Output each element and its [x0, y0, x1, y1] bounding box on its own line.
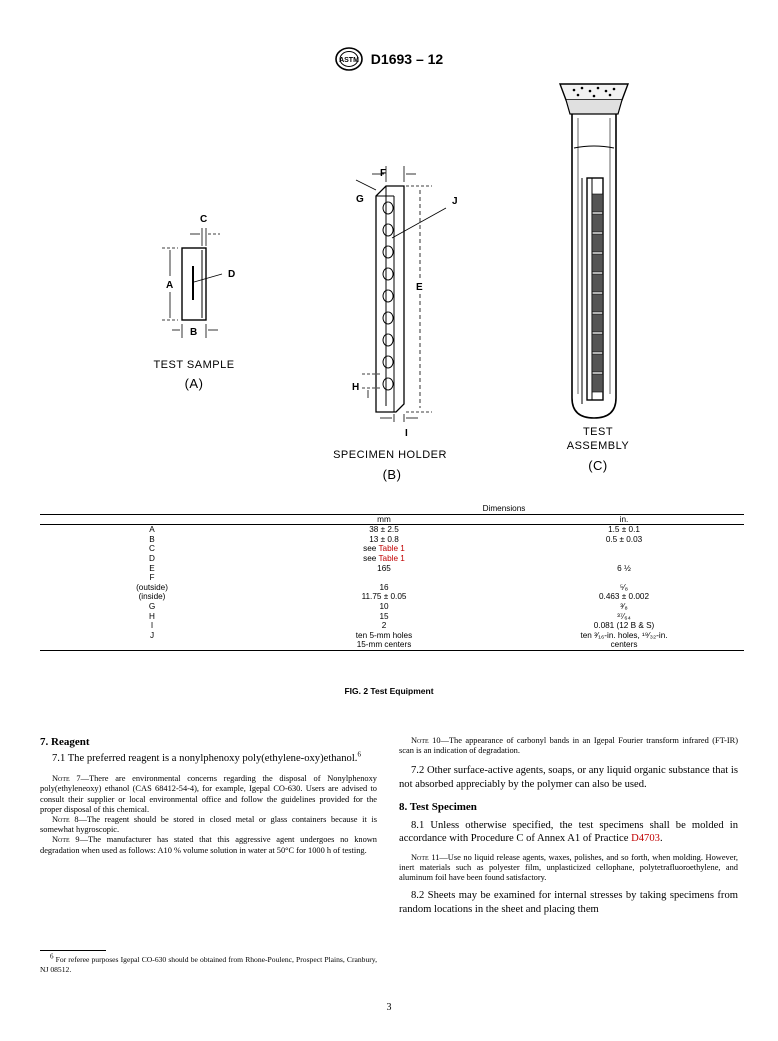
label-f: F — [380, 168, 387, 179]
note-7: Note 7—There are environmental concerns regarding the disposal of Nonylphenoxy poly(ethyleneoxy) ethanol (CAS 68412-54-4), for example, Igepal CO-630. Users are advised to consult their supplier or local environmental office and follow the guidelines provided for the proper disposal of this chemical. — [40, 774, 377, 814]
paragraph-8-2: 8.2 Sheets may be examined for internal stresses by taking specimens from random locations in the sheet and placing them — [399, 890, 738, 915]
table-row: J ten 5-mm holes ten ³⁄₁₆-in. holes, ¹⁹⁄₃₂-in. — [149, 630, 668, 640]
astm-logo — [335, 47, 363, 71]
table-1-link[interactable]: Table 1 — [378, 553, 405, 563]
right-column — [399, 736, 738, 916]
specimen-holder-drawing — [356, 166, 446, 422]
figure-2 — [0, 78, 778, 498]
label-i: I — [405, 428, 408, 439]
test-assembly-title-2: ASSEMBLY — [566, 440, 630, 452]
table-row: (outside) 16 ⁵⁄₈ — [136, 582, 629, 592]
panel-c-tag: (C) — [588, 458, 608, 473]
note-9: Note 9—The manufacturer has stated that this aggressive agent undergoes no known degradation when used as follows: A10 % volume solution in water at 50°C for 1000 h of testing. — [40, 835, 377, 855]
d4703-link[interactable]: D4703 — [631, 832, 660, 844]
label-c: C — [200, 214, 208, 225]
panel-b-tag: (B) — [382, 467, 402, 482]
table-header-row — [40, 514, 744, 525]
test-assembly-title-1: TEST — [582, 426, 614, 438]
left-column — [40, 736, 377, 856]
table-title: Dimensions — [482, 504, 526, 513]
label-g: G — [356, 194, 364, 205]
panel-a-tag: (A) — [184, 376, 204, 391]
dimensions-table — [40, 504, 744, 651]
table-row: A 38 ± 2.5 1.5 ± 0.1 — [40, 525, 744, 535]
label-b: B — [190, 327, 198, 338]
document-id: D1693 – 12 — [370, 51, 444, 67]
test-sample-title: TEST SAMPLE — [153, 359, 235, 371]
table-row: I 2 0.081 (12 B & S) — [150, 621, 655, 631]
table-row: E 165 6 ½ — [149, 563, 631, 573]
note-8: Note 8—The reagent should be stored in closed metal or glass containers because it is somewhat hygroscopic. — [40, 815, 377, 835]
section-8-title: 8. Test Specimen — [399, 800, 477, 813]
section-7-title: 7. Reagent — [40, 736, 90, 748]
table-row: F — [149, 573, 155, 583]
label-j: J — [452, 196, 458, 207]
page-number: 3 — [386, 1002, 392, 1013]
specimen-holder-title: SPECIMEN HOLDER — [333, 449, 447, 461]
table-row: H 15 ³⁷⁄₆₄ — [149, 611, 631, 621]
table-row: D see Table 1 — [149, 553, 405, 563]
footnote-ref-6[interactable]: 6 — [357, 750, 361, 759]
footnote-divider — [40, 950, 106, 951]
paragraph-8-1: 8.1 Unless otherwise specified, the test specimens shall be molded in accordance with Procedure C of Annex A1 of Practice D4703. — [399, 819, 738, 844]
label-h: H — [352, 382, 360, 393]
figure-caption: FIG. 2 Test Equipment — [344, 686, 434, 696]
table-row: 15-mm centers centers — [40, 640, 744, 650]
note-11: Note 11—Use no liquid release agents, waxes, polishes, and so forth, when molding. However, inert materials such as polyester film, unplasticized cellophane, polytetrafluoroethylene, and aluminum foil have been found satisfactory. — [399, 852, 738, 883]
header-mm: mm — [264, 514, 504, 525]
table-row: (inside) 11.75 ± 0.05 0.463 ± 0.002 — [138, 592, 650, 602]
table-row: G 10 ³⁄₈ — [148, 601, 628, 611]
table-row: B 13 ± 0.8 0.5 ± 0.03 — [149, 534, 643, 544]
paragraph-7-1: 7.1 The preferred reagent is a nonylphenoxy poly(ethylene-oxy)ethanol.$^6$ — [52, 750, 361, 765]
page-header — [0, 44, 778, 74]
header-in: in. — [504, 514, 744, 525]
footnote-area — [40, 952, 377, 974]
footnote-6: $^6$ For referee purposes Igepal CO-630 should be obtained from Rhone-Poulenc, Prospect Plains, Cranbury, NJ 08512. — [40, 952, 377, 974]
table-title-row — [40, 504, 744, 514]
svg-text:ASTM: ASTM — [338, 57, 359, 64]
label-d: D — [228, 269, 236, 280]
test-equipment-drawing — [0, 78, 778, 498]
label-a: A — [166, 280, 174, 291]
note-10: Note 10—The appearance of carbonyl bands in an Igepal Fourier transform infrared (FT-IR) scan is an indication of degradation. — [399, 736, 738, 756]
paragraph-7-2: 7.2 Other surface-active agents, soaps, or any liquid organic substance that is not absorbed appreciably by the polymer can also be used. — [399, 765, 738, 790]
test-assembly-drawing — [560, 84, 628, 418]
table-1-link[interactable]: Table 1 — [378, 544, 405, 554]
table-row: C see Table 1 — [149, 544, 405, 554]
label-e: E — [416, 282, 423, 293]
